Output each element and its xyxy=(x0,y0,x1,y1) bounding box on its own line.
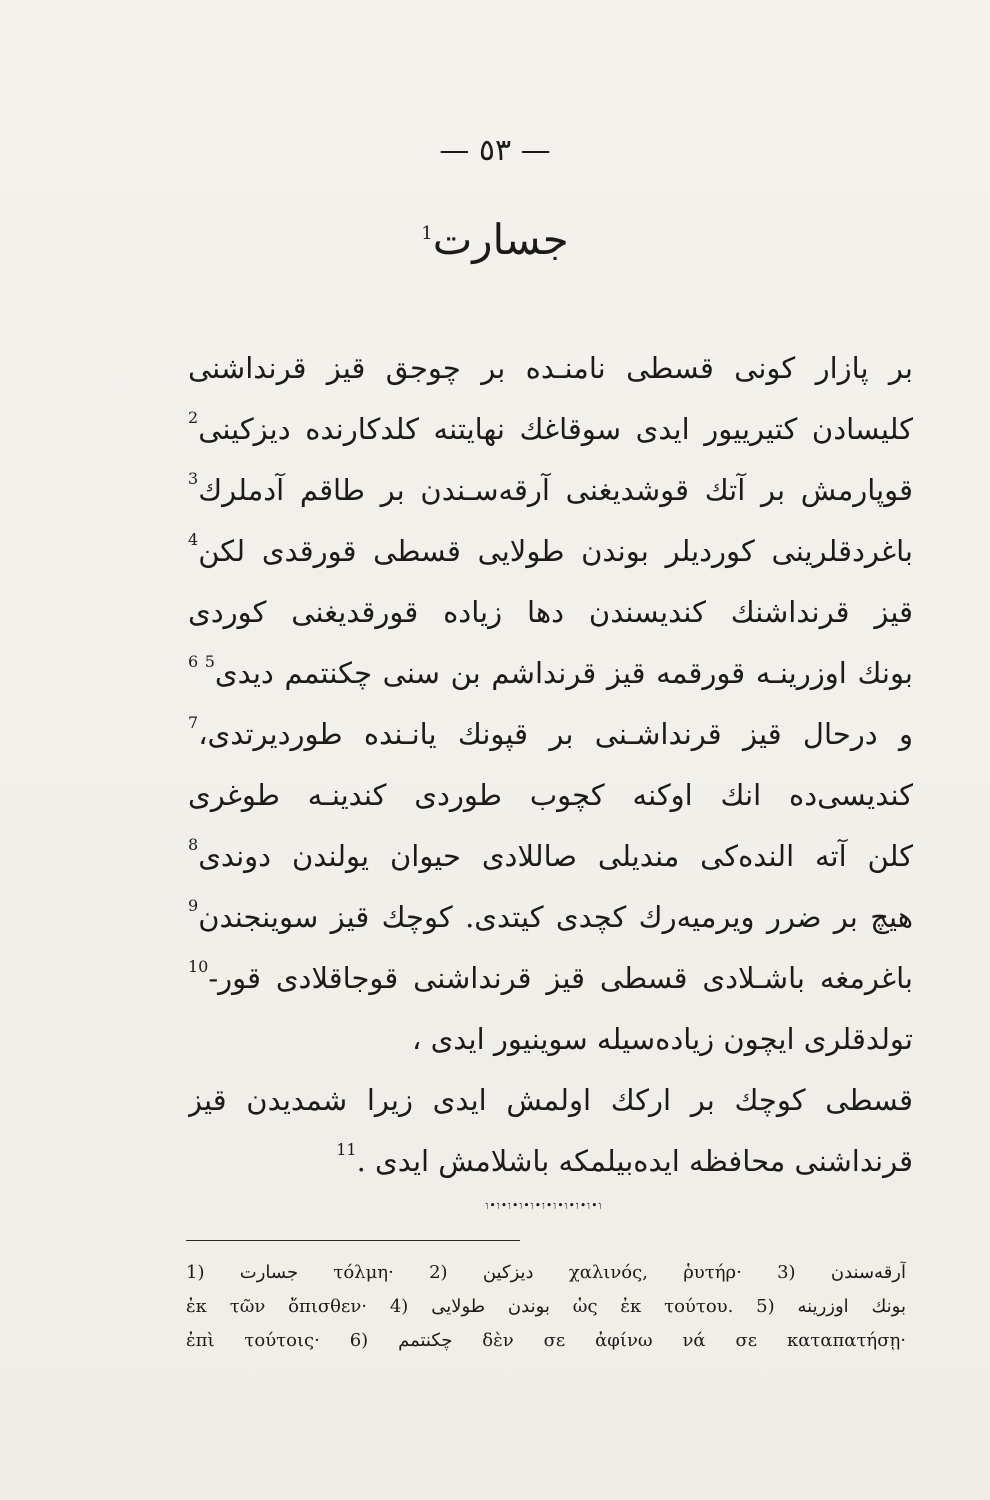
footnote-line: ἐκ τῶν ὄπισθεν· 4) بوندن طولایی ὡς ἐκ τούτου. 5) بونك اوزرینه xyxy=(186,1296,906,1317)
text-line: قرنداشنی محافظه ایده‌بیلمكه باشلامش ایدی .$^{11}$ xyxy=(336,1140,913,1178)
text-line: قیز قرنداشنك كندیسندن دها زیاده قورقدیغنی كوردی xyxy=(188,595,913,629)
text-line: بونك اوزرینـه قورقمه قیز قرنداشم بن سنی چكنتمم دیدی$^{5 6}$ xyxy=(188,652,913,690)
text-line: قسطی كوچك بر اركك اولمش ایدی زیرا شمدیدن قیز xyxy=(188,1083,913,1117)
text-line: قوپارمش بر آتك قوشدیغنی آرقه‌سـندن بر طاقم آدملرك$^3$ xyxy=(188,469,913,507)
text-line: باغرمغه باشـلادی قسطی قیز قرنداشنی قوجاقلادی قور-$^{10}$ xyxy=(188,957,913,995)
text-line: تولدقلری ایچون زیاده‌سیله سوینیور ایدی ، xyxy=(412,1022,913,1056)
footnote-marker: 10 xyxy=(188,957,209,976)
ornament-divider: ו•ו•ו•ו•ו•ו•ו•ו•ו•ו•ו xyxy=(485,1199,603,1212)
body-paragraphs xyxy=(188,338,913,1192)
footnote-line: 1) جسارت τόλμη· 2) دیزكین χαλινός, ῥυτήρ· 3) آرقه‌سندن xyxy=(186,1262,906,1283)
text-line: كلن آته النده‌كی مندیلی صاللادی حیوان یولندن دوندی$^8$ xyxy=(188,835,913,873)
footnote-marker: 11 xyxy=(336,1140,357,1159)
text-line: هیچ بر ضرر ویرمیه‌رك كچدی كیتدی. كوچك قیز سوینجندن$^9$ xyxy=(188,896,913,934)
chapter-title xyxy=(0,215,990,264)
footnote-marker: 7 xyxy=(188,713,199,732)
footnote-marker: 2 xyxy=(188,408,199,427)
footnote-marker: 3 xyxy=(188,469,199,488)
title-footnote-marker: 1 xyxy=(421,223,433,244)
footnote-marker: 9 xyxy=(188,896,199,915)
footnote-marker: 4 xyxy=(188,530,199,549)
text-line: كندیسی‌ده انك اوكنه كچوب طوردی كندینـه طوغری xyxy=(188,778,913,812)
footnotes xyxy=(186,1256,906,1358)
footnote-marker: 5 6 xyxy=(188,652,215,671)
text-line: كلیسادن كتیرییور ایدی سوقاغك نهایتنه كلدكارنده دیزكینی$^2$ xyxy=(188,408,913,446)
footnote-line: ἐπὶ τούτοις· 6) چكنتمم δὲν σε ἀφίνω νά σε καταπατήσῃ· xyxy=(186,1330,906,1351)
text-line: و درحال قیز قرنداشـنی بر قپونك یانـنده طوردیرتدی،$^7$ xyxy=(188,713,913,751)
text-line: بر پازار كونی قسطی نامنـده بر چوجق قیز قرنداشنی xyxy=(188,351,913,385)
text-line: باغردقلرینی كوردیلر بوندن طولایی قسطی قورقدی لكن$^4$ xyxy=(188,530,913,568)
chapter-title-text: جسارت xyxy=(432,215,569,264)
footnote-marker: 8 xyxy=(188,835,199,854)
footnote-rule xyxy=(186,1240,520,1241)
page-number: — ٥٣ — xyxy=(439,133,551,168)
